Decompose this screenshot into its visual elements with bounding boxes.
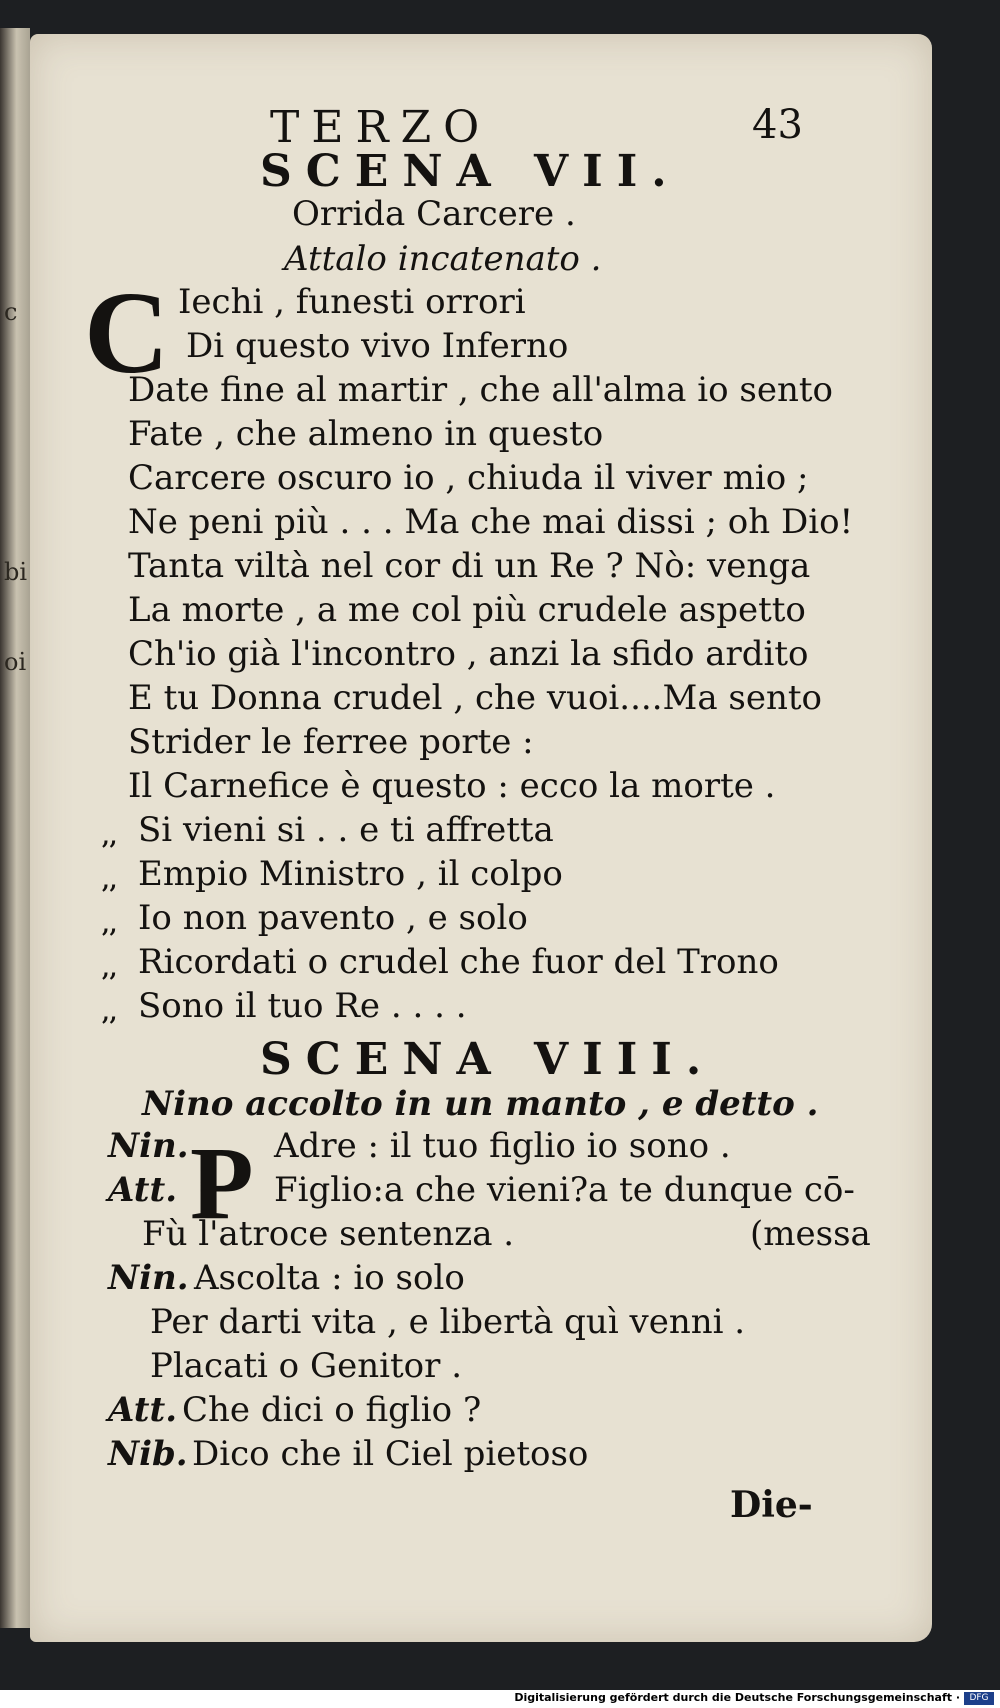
quoted-verse-line: Empio Ministro , il colpo xyxy=(138,854,563,894)
stage-direction: Attalo incatenato . xyxy=(284,239,602,279)
drop-cap: P xyxy=(190,1126,254,1241)
quotation-mark: ,, xyxy=(102,956,118,982)
verse-line: Strider le ferree porte : xyxy=(128,722,534,762)
quotation-mark: ,, xyxy=(102,912,118,938)
verse-line: Date fine al martir , che all'alma io sento xyxy=(128,370,834,410)
page-number: 43 xyxy=(752,102,803,148)
verse-line: Iechi , funesti orrori xyxy=(178,282,526,322)
dialogue-line: Placati o Genitor . xyxy=(150,1346,463,1386)
scene-title: SCENA VII. xyxy=(260,146,681,197)
dialogue-line: Figlio:a che vieni?a te dunque cō- xyxy=(274,1170,855,1210)
drop-cap: C xyxy=(84,267,170,398)
speaker-label: Att. xyxy=(108,1390,178,1430)
quoted-verse-line: Si vieni si . . e ti affretta xyxy=(138,810,554,850)
funding-credit: Digitalisierung gefördert durch die Deutsche Forschungsgemeinschaft · xyxy=(514,1691,960,1704)
dialogue-line: Che dici o figlio ? xyxy=(182,1390,482,1430)
speaker-label: Nin. xyxy=(108,1258,189,1298)
digitization-footer xyxy=(0,1690,1000,1708)
quoted-verse-line: Sono il tuo Re . . . . xyxy=(138,986,467,1026)
speaker-label: Nib. xyxy=(108,1434,188,1474)
verse-line: Ne peni più . . . Ma che mai dissi ; oh Dio! xyxy=(128,502,854,542)
verse-line: E tu Donna crudel , che vuoi....Ma sento xyxy=(128,678,823,718)
quoted-verse-line: Ricordati o crudel che fuor del Trono xyxy=(138,942,779,982)
left-page-fragment: oi xyxy=(4,648,27,676)
left-page-edge xyxy=(0,28,30,1628)
verse-line: Tanta viltà nel cor di un Re ? Nò: venga xyxy=(128,546,811,586)
quoted-verse-line: Io non pavento , e solo xyxy=(138,898,528,938)
dialogue-line: Adre : il tuo figlio io sono . xyxy=(274,1126,731,1166)
book-page xyxy=(30,34,932,1642)
verse-line: La morte , a me col più crudele aspetto xyxy=(128,590,806,630)
left-page-fragment: c xyxy=(4,298,18,326)
speaker-label: Att. xyxy=(108,1170,178,1210)
verse-line: Carcere oscuro io , chiuda il viver mio ; xyxy=(128,458,809,498)
running-head: TERZO xyxy=(270,102,492,153)
turnover-word: (messa xyxy=(750,1214,871,1254)
verse-line: Di questo vivo Inferno xyxy=(186,326,569,366)
dialogue-line: Dico che il Ciel pietoso xyxy=(192,1434,589,1474)
verse-line: Fate , che almeno in questo xyxy=(128,414,604,454)
dialogue-line: Per darti vita , e libertà quì venni . xyxy=(150,1302,746,1342)
scene-setting: Orrida Carcere . xyxy=(292,194,576,234)
dialogue-line: Ascolta : io solo xyxy=(194,1258,465,1298)
quotation-mark: ,, xyxy=(102,824,118,850)
stage-direction: Nino accolto in un manto , e detto . xyxy=(142,1084,819,1124)
quotation-mark: ,, xyxy=(102,868,118,894)
verse-line: Il Carnefice è questo : ecco la morte . xyxy=(128,766,776,806)
dialogue-line: Fù l'atroce sentenza . xyxy=(142,1214,515,1254)
catchword: Die- xyxy=(730,1484,813,1526)
dfg-logo: DFG xyxy=(964,1692,994,1705)
scene-title: SCENA VIII. xyxy=(260,1034,716,1085)
quotation-mark: ,, xyxy=(102,1000,118,1026)
left-page-fragment: bi xyxy=(4,558,28,586)
speaker-label: Nin. xyxy=(108,1126,189,1166)
verse-line: Ch'io già l'incontro , anzi la sfido ardito xyxy=(128,634,809,674)
